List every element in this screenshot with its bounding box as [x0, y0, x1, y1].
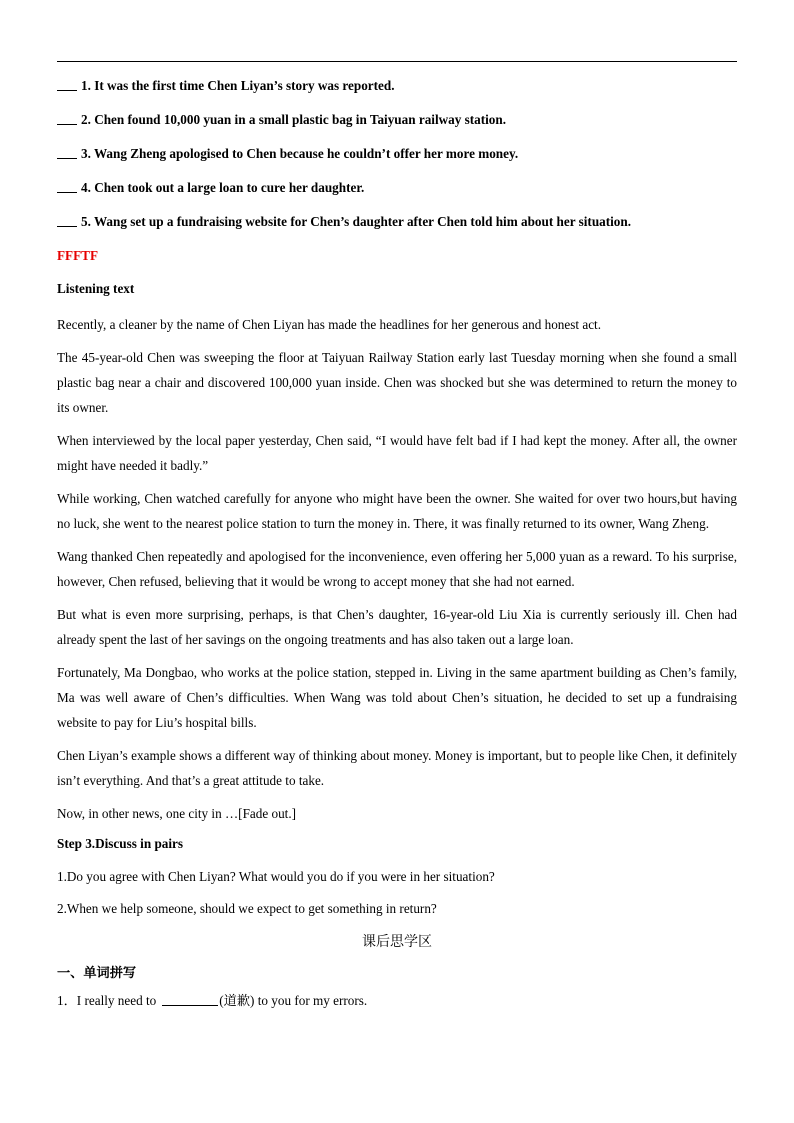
answer-blank[interactable]: [57, 111, 77, 125]
answer-blank[interactable]: [57, 213, 77, 227]
tf-item-3: 3. Wang Zheng apologised to Chen because he couldn’t offer her more money.: [57, 144, 737, 178]
paragraph: Fortunately, Ma Dongbao, who works at the police station, stepped in. Living in the same apartment building as Chen’s family, Ma was well aware of Chen’s difficulties. When Wang was told about Chen’s situation, he decided to set up a fundraising website to pay for Liu’s hospital bills.: [57, 665, 737, 730]
discussion-question-1: 1.Do you agree with Chen Liyan? What would you do if you were in her situation?: [57, 869, 495, 884]
document-page: [57, 76, 737, 1023]
answer-blank[interactable]: [57, 77, 77, 91]
header-rule: [57, 61, 737, 62]
paragraph: Recently, a cleaner by the name of Chen Liyan has made the headlines for her generous and honest act.: [57, 317, 602, 332]
tf-item-1: 1. It was the first time Chen Liyan’s story was reported.: [57, 76, 737, 110]
listening-heading: Listening text: [57, 281, 135, 296]
fill-in-blank[interactable]: [162, 992, 218, 1006]
tf-item-2: 2. Chen found 10,000 yuan in a small plastic bag in Taiyuan railway station.: [57, 110, 737, 144]
tf-item-5: 5. Wang set up a fundraising website for Chen’s daughter after Chen told him about her situation.: [57, 212, 737, 246]
answer-blank[interactable]: [57, 179, 77, 193]
paragraph: The 45-year-old Chen was sweeping the floor at Taiyuan Railway Station early last Tuesday morning when she found a small plastic bag near a chair and discovered 100,000 yuan inside. Chen was shocked but she was determined to return the money to its owner.: [57, 350, 737, 415]
tf-item-4: 4. Chen took out a large loan to cure her daughter.: [57, 178, 737, 212]
paragraph: But what is even more surprising, perhaps, is that Chen’s daughter, 16-year-old Liu Xia is currently seriously ill. Chen had already spent the last of her savings on the ongoing treatments and has also taken out a large loan.: [57, 607, 737, 647]
answer-key: FFFTF: [57, 248, 99, 263]
spelling-item-1: 1．I really need to (道歉) to you for my errors.: [57, 993, 368, 1008]
answer-blank[interactable]: [57, 145, 77, 159]
paragraph: Wang thanked Chen repeatedly and apologised for the inconvenience, even offering her 5,000 yuan as a reward. To his surprise, however, Chen refused, believing that it would be wrong to accept money that she had not earned.: [57, 549, 737, 589]
paragraph: When interviewed by the local paper yesterday, Chen said, “I would have felt bad if I had kept the money. After all, the owner might have needed it badly.”: [57, 433, 737, 473]
discussion-question-2: 2.When we help someone, should we expect to get something in return?: [57, 901, 437, 916]
paragraph: While working, Chen watched carefully for anyone who might have been the owner. She waited for over two hours,but having no luck, she went to the nearest police station to turn the money in. There, it was finally returned to its owner, Wang Zheng.: [57, 491, 737, 531]
section-one-heading: 一、单词拼写: [57, 965, 137, 980]
after-class-title: 课后思学区: [362, 935, 432, 950]
paragraph: Now, in other news, one city in …[Fade out.]: [57, 806, 297, 821]
paragraph: Chen Liyan’s example shows a different way of thinking about money. Money is important, but to people like Chen, it definitely isn’t everything. And that’s a great attitude to take.: [57, 748, 737, 788]
step3-heading: Step 3.Discuss in pairs: [57, 836, 184, 851]
